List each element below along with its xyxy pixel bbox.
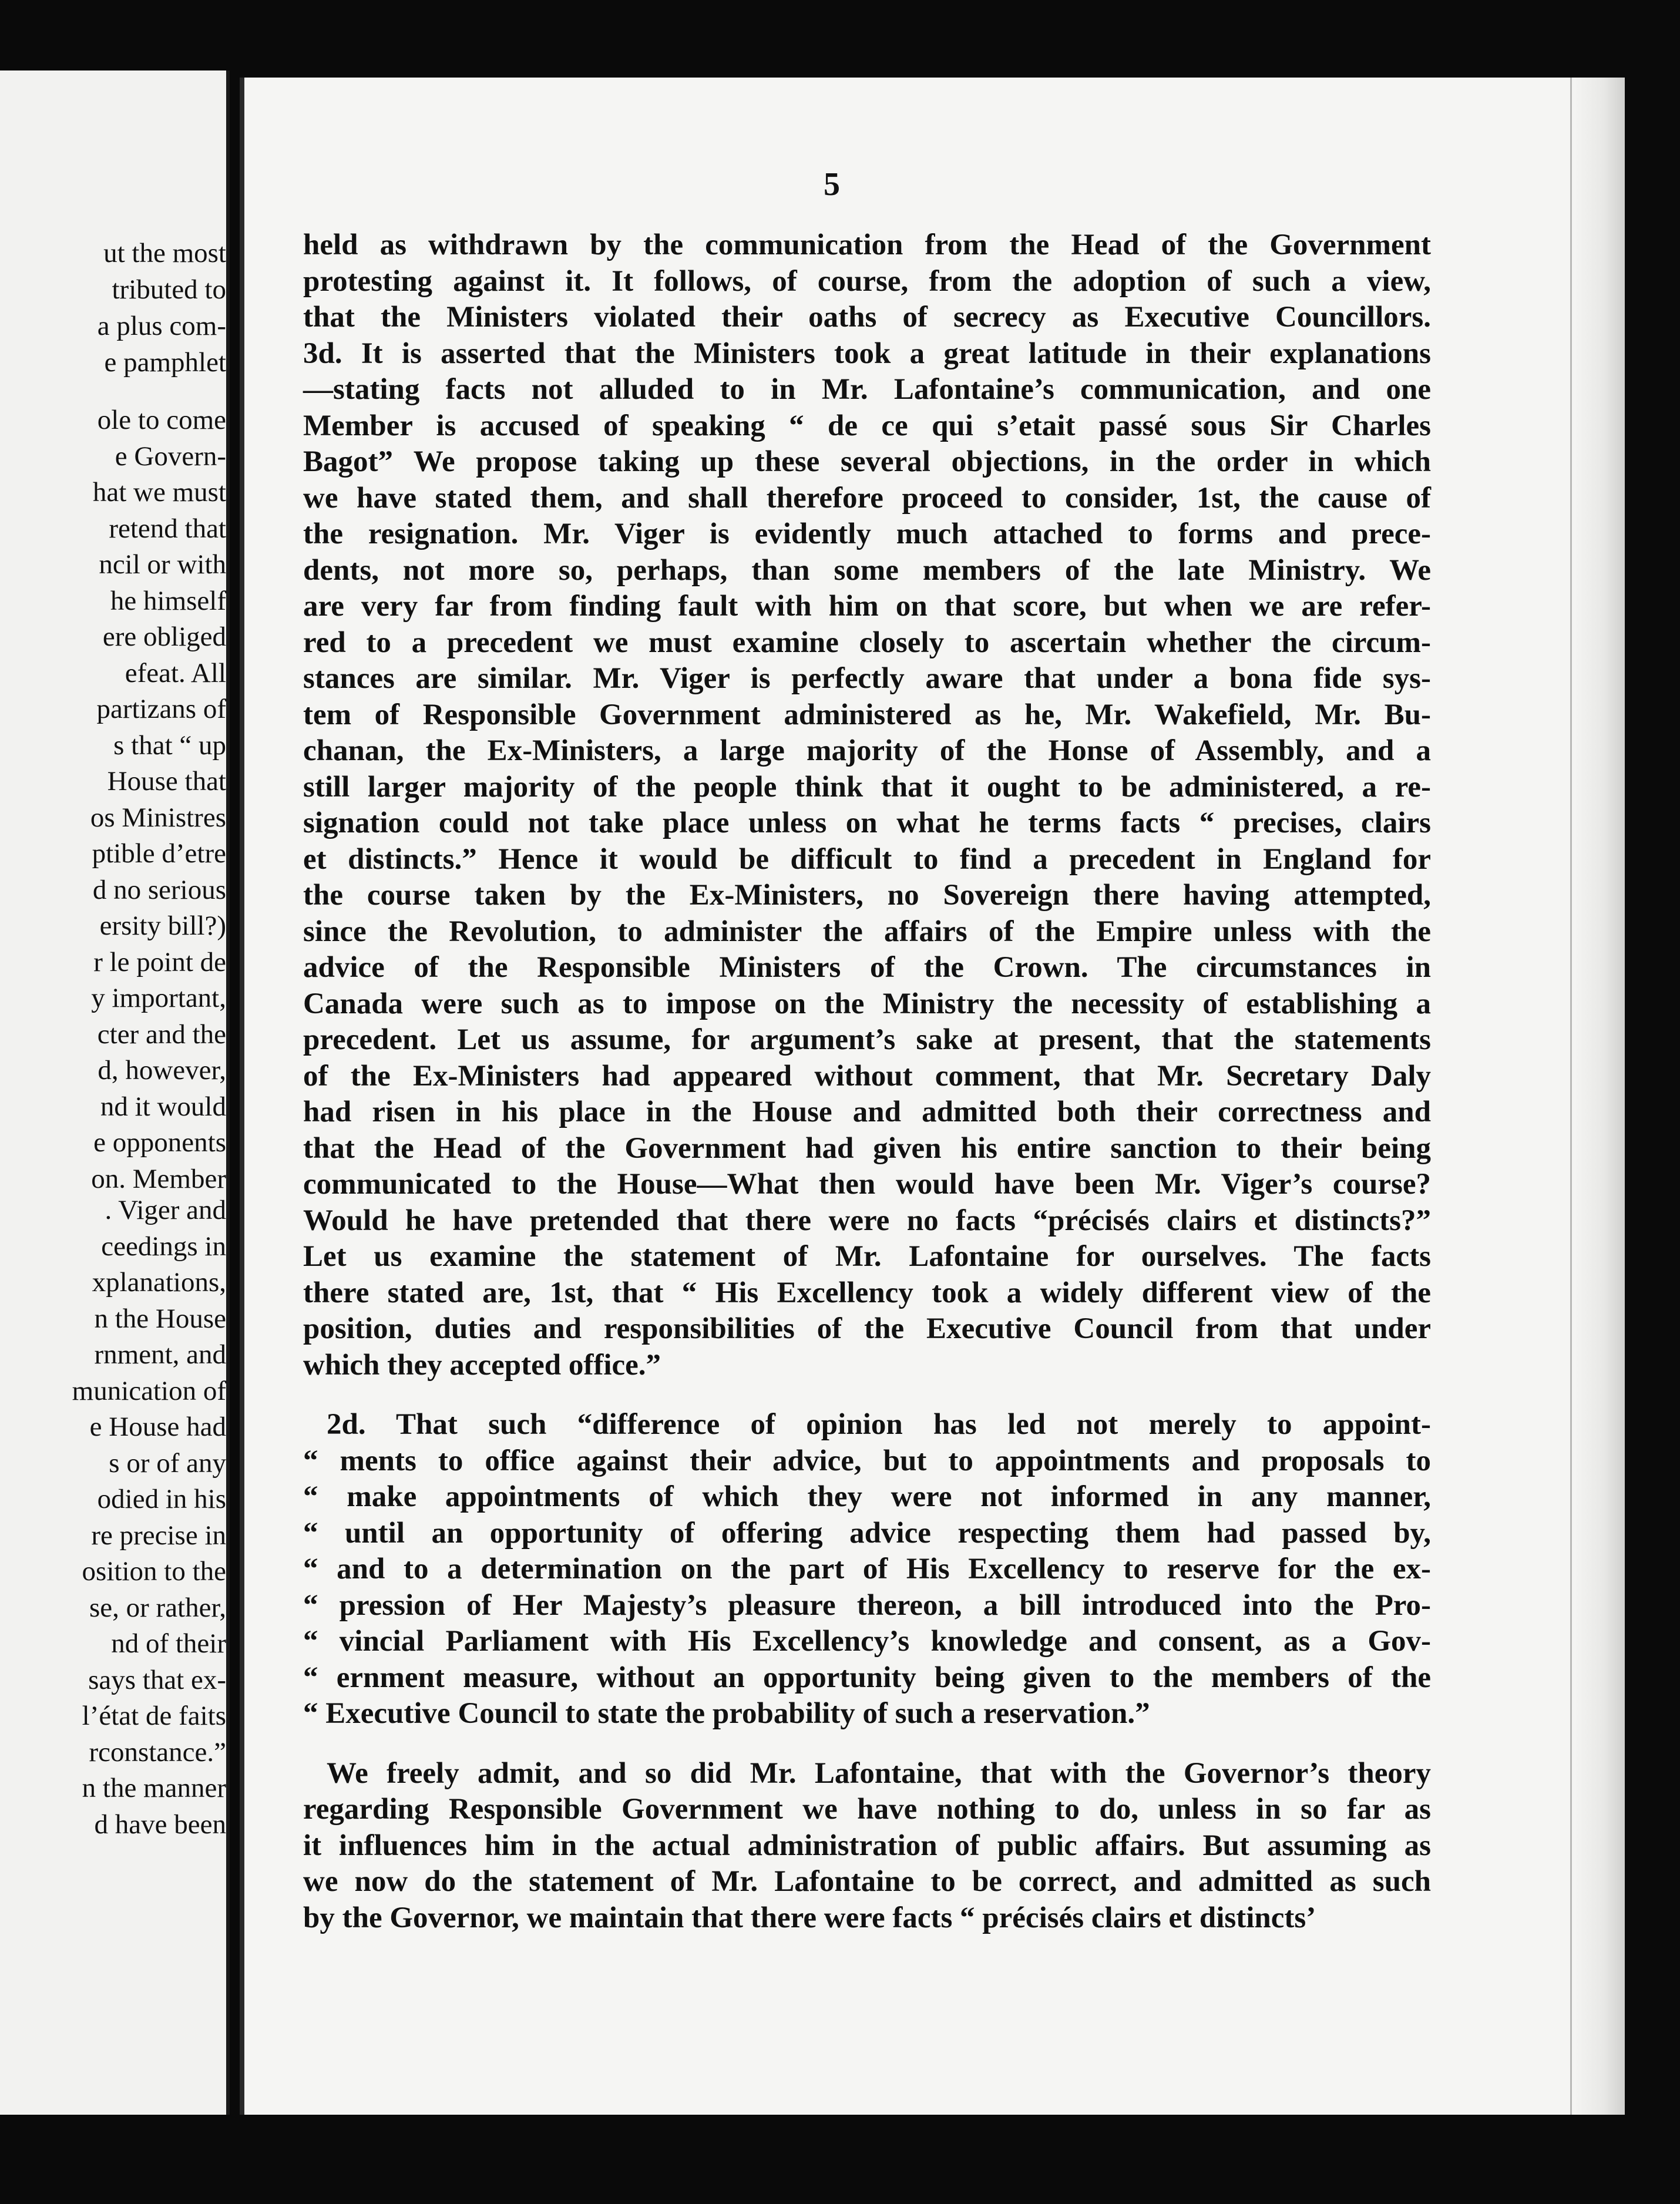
text-line: regarding Responsible Government we have nothing to do, unless in so far as xyxy=(303,1793,1431,1826)
left-page-line: r le point de xyxy=(93,946,226,977)
left-page-line: cter and the xyxy=(97,1019,226,1050)
left-page-line: e pamphlet xyxy=(104,347,226,378)
left-page-line: a plus com- xyxy=(97,311,226,341)
left-page-line: se, or rather, xyxy=(89,1592,226,1623)
text-line: “ make appointments of which they were not informed in any manner, xyxy=(303,1480,1431,1513)
left-page-line: y important, xyxy=(91,983,226,1013)
left-page-line: ere obliged xyxy=(102,621,226,652)
text-line: we now do the statement of Mr. Lafontaine to be correct, and admitted as such xyxy=(303,1865,1431,1898)
left-page-line: os Ministres xyxy=(90,802,226,833)
left-page-line: e House had xyxy=(89,1412,226,1442)
left-page-line: on. Member xyxy=(91,1163,226,1194)
left-page-line: d have been xyxy=(94,1809,226,1840)
text-line: Would he have pretended that there were no facts “précisés clairs et distincts?” xyxy=(303,1204,1431,1237)
text-line: the course taken by the Ex-Ministers, no Sovereign there having attempted, xyxy=(303,879,1431,912)
left-page-line: nd it would xyxy=(100,1091,226,1122)
left-page-line: ptible d’etre xyxy=(92,838,226,869)
text-line: dents, not more so, perhaps, than some members of the late Ministry. We xyxy=(303,553,1431,587)
left-page-line: ersity bill?) xyxy=(99,911,226,941)
left-page-block-2 xyxy=(0,402,226,1197)
left-page-block-1 xyxy=(0,235,226,381)
left-page-line: l’état de faits xyxy=(82,1701,226,1731)
text-line: Member is accused of speaking “ de ce qui s’etait passé sous Sir Charles xyxy=(303,409,1431,442)
text-line: it influences him in the actual administration of public affairs. But assuming as xyxy=(303,1829,1431,1862)
left-page-line: n the House xyxy=(94,1303,226,1334)
left-page-line: he himself xyxy=(110,585,226,616)
text-line: are very far from finding fault with him on that score, but when we are refer- xyxy=(303,590,1431,623)
text-line: “ Executive Council to state the probability of such a reservation.” xyxy=(303,1697,1150,1730)
text-line: since the Revolution, to administer the affairs of the Empire unless with the xyxy=(303,915,1431,948)
text-line: “ and to a determination on the part of His Excellency to reserve for the ex- xyxy=(303,1553,1431,1585)
left-page-line: hat we must xyxy=(92,477,226,508)
left-page-block-3 xyxy=(0,1192,226,1843)
left-page-line: rnment, and xyxy=(94,1339,226,1370)
previous-page-fragment xyxy=(0,70,230,2115)
left-page-line: e opponents xyxy=(93,1127,226,1158)
text-line: of the Ex-Ministers had appeared without comment, that Mr. Secretary Daly xyxy=(303,1059,1431,1093)
text-line: precedent. Let us assume, for argument’s sake at present, that the statements xyxy=(303,1023,1431,1056)
page-number: 5 xyxy=(824,166,840,203)
left-page-line: s or of any xyxy=(109,1447,226,1479)
text-line: tem of Responsible Government administered as he, Mr. Wakefield, Mr. Bu- xyxy=(303,698,1431,731)
left-page-line: odied in his xyxy=(97,1484,226,1514)
text-line: there stated are, 1st, that “ His Excellency took a widely different view of the xyxy=(303,1276,1431,1309)
text-line: advice of the Responsible Ministers of the Crown. The circumstances in xyxy=(303,951,1431,984)
left-page-line: House that xyxy=(107,766,226,797)
text-line: “ vincial Parliament with His Excellency’s knowledge and consent, as a Gov- xyxy=(303,1625,1431,1658)
left-page-line: n the manner xyxy=(82,1773,226,1803)
text-line: communicated to the House—What then would have been Mr. Viger’s course? xyxy=(303,1168,1431,1201)
left-page-line: osition to the xyxy=(82,1556,226,1587)
left-page-line: ut the most xyxy=(103,238,226,268)
text-line: “ ernment measure, without an opportunity being given to the members of the xyxy=(303,1661,1431,1694)
text-line: that the Ministers violated their oaths of secrecy as Executive Councillors. xyxy=(303,301,1431,334)
left-page-line: retend that xyxy=(109,513,226,544)
left-page-line: ncil or with xyxy=(99,549,226,580)
text-line: red to a precedent we must examine closely to ascertain whether the circum- xyxy=(303,626,1431,659)
left-page-line: re precise in xyxy=(91,1520,226,1551)
left-page-line: s that “ up xyxy=(113,730,226,761)
left-page-line: ceedings in xyxy=(101,1231,226,1262)
text-line: Let us examine the statement of Mr. Lafontaine for ourselves. The facts xyxy=(303,1240,1431,1273)
text-line: position, duties and responsibilities of the Executive Council from that under xyxy=(303,1312,1431,1345)
text-line: the resignation. Mr. Viger is evidently much attached to forms and prece- xyxy=(303,518,1431,550)
text-line: Bagot” We propose taking up these several objections, in the order in which xyxy=(303,445,1431,478)
text-line: stances are similar. Mr. Viger is perfectly aware that under a bona fide sys- xyxy=(303,662,1431,695)
page-body xyxy=(303,227,1431,1936)
text-line: had risen in his place in the House and admitted both their correctness and xyxy=(303,1096,1431,1128)
paragraph-2 xyxy=(303,1407,1431,1732)
text-line: —stating facts not alluded to in Mr. Lafontaine’s communication, and one xyxy=(303,373,1431,406)
text-line: “ pression of Her Majesty’s pleasure thereon, a bill introduced into the Pro- xyxy=(303,1588,1431,1622)
text-line: “ until an opportunity of offering advice respecting them had passed by, xyxy=(303,1516,1431,1550)
paragraph-1 xyxy=(303,227,1431,1383)
left-page-line: efeat. All xyxy=(125,657,226,688)
left-page-line: . Viger and xyxy=(105,1195,226,1225)
book-page xyxy=(240,78,1625,2115)
left-page-line: e Govern- xyxy=(115,441,226,472)
text-line: by the Governor, we maintain that there were facts “ précisés clairs et distincts’ xyxy=(303,1901,1316,1934)
left-page-line: tributed to xyxy=(112,274,226,305)
page-edge-shading xyxy=(1570,78,1625,2115)
left-page-line: rconstance.” xyxy=(89,1736,226,1768)
left-page-line: nd of their xyxy=(111,1628,226,1659)
text-line: Canada were such as to impose on the Ministry the necessity of establishing a xyxy=(303,987,1431,1020)
left-page-line: partizans of xyxy=(96,694,226,724)
paragraph-3 xyxy=(303,1756,1431,1937)
left-page-line: d no serious xyxy=(92,874,226,905)
text-line: protesting against it. It follows, of course, from the adoption of such a view, xyxy=(303,264,1431,298)
left-page-line: munication of xyxy=(72,1375,226,1406)
left-page-line: says that ex- xyxy=(88,1664,226,1695)
text-line: We freely admit, and so did Mr. Lafontaine, that with the Governor’s theory xyxy=(327,1756,1431,1790)
left-page-line: d, however, xyxy=(98,1055,226,1086)
text-line: et distincts.” Hence it would be difficult to find a precedent in England for xyxy=(303,842,1431,876)
text-line: held as withdrawn by the communication from the Head of the Government xyxy=(303,229,1431,261)
text-line: signation could not take place unless on what he terms facts “ precises, clairs xyxy=(303,807,1431,839)
left-page-line: ole to come xyxy=(97,405,226,435)
text-line: that the Head of the Government had given his entire sanction to their being xyxy=(303,1131,1431,1165)
text-line: 3d. It is asserted that the Ministers took a great latitude in their explanations xyxy=(303,337,1431,370)
text-line: still larger majority of the people think that it ought to be administered, a re- xyxy=(303,770,1431,804)
text-line: chanan, the Ex-Ministers, a large majority of the Honse of Assembly, and a xyxy=(303,734,1431,767)
left-page-line: xplanations, xyxy=(92,1267,226,1298)
text-line: which they accepted office.” xyxy=(303,1348,661,1382)
text-line: “ ments to office against their advice, but to appointments and proposals to xyxy=(303,1444,1431,1477)
text-line: we have stated them, and shall therefore proceed to consider, 1st, the cause of xyxy=(303,481,1431,515)
text-line: 2d. That such “difference of opinion has led not merely to appoint- xyxy=(327,1408,1431,1441)
